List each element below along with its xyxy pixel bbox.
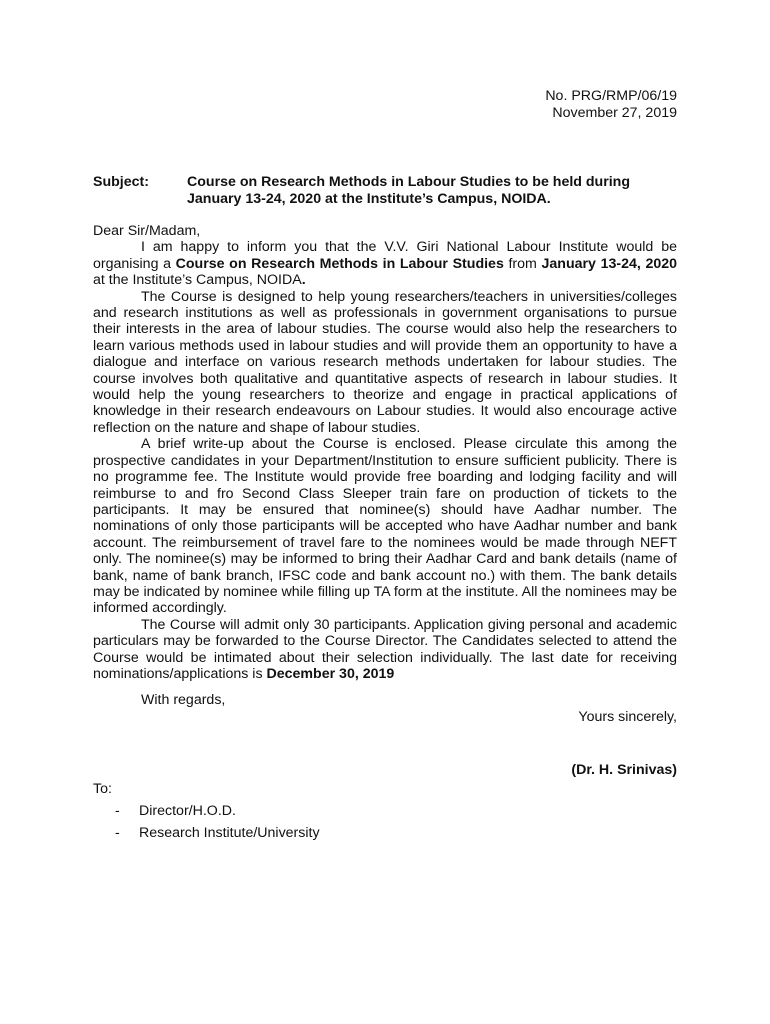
subject-label: Subject: xyxy=(93,174,149,190)
recipient-name: Research Institute/University xyxy=(139,825,320,842)
recipient-list xyxy=(93,803,677,842)
para4-text: The Course will admit only 30 participants. Application giving personal and academic particulars may be forwarded to the Course Director. The Candidates selected to attend the Course would be intimated about their selection individually. The last date for receiving nominations/applications is xyxy=(93,616,677,682)
signatory-name: (Dr. H. Srinivas) xyxy=(571,762,677,779)
course-name: Course on Research Methods in Labour Studies xyxy=(175,255,504,272)
subject-text: Course on Research Methods in Labour Studies to be held during January 13-24, 2020 at the Institute’s Campus, NOIDA. xyxy=(187,174,631,207)
para1-text-e: at the Institute’s Campus, NOIDA xyxy=(93,272,302,289)
recipient-name: Director/H.O.D. xyxy=(139,803,236,819)
paragraph-course-design: The Course is designed to help young researchers/teachers in universities/colleges and research institutions as well as professionals in government organisations to pursue their interests in the area of labour studies. The course would also help the researchers to learn various methods used in labour studies and will provide them an opportunity to have a dialogue and interface on various research methods undertaken for labour studies. The course involves both qualitative and quantitative aspects of research in labour studies. It would help the young researchers to theorize and engage in practical applications of knowledge in their research endeavours on Labour studies. It would also encourage active reflection on the nature and shape of labour studies. xyxy=(93,288,677,436)
letter xyxy=(93,88,677,848)
list-item xyxy=(93,803,677,819)
letter-header xyxy=(93,88,677,122)
salutation: Dear Sir/Madam, xyxy=(93,223,201,239)
letter-date: November 27, 2019 xyxy=(552,105,677,121)
deadline-date: December 30, 2019 xyxy=(266,665,395,682)
course-dates: January 13-24, 2020 xyxy=(541,255,678,272)
closing-sincerely: Yours sincerely, xyxy=(578,708,677,725)
subject-line xyxy=(93,174,677,208)
para1-text-a: I am happy to inform you that the V.V. Giri National Labour Institute would be organising a xyxy=(93,239,677,272)
list-dash: - xyxy=(115,825,120,842)
closing-regards: With regards, xyxy=(141,692,226,709)
para1-period: . xyxy=(301,272,306,289)
paragraph-admission xyxy=(93,617,677,683)
paragraph-intro xyxy=(93,239,677,288)
list-dash: - xyxy=(115,803,120,819)
list-item xyxy=(93,825,677,841)
reference-number: No. PRG/RMP/06/19 xyxy=(545,88,677,104)
to-label: To: xyxy=(93,780,112,797)
para1-text-c: from xyxy=(503,255,542,272)
paragraph-logistics: A brief write-up about the Course is enclosed. Please circulate this among the prospective candidates in your Department/Institution to ensure sufficient publicity. There is no programme fee. The Institute would provide free boarding and lodging facility and will reimburse to and fro Second Class Sleeper train fare on production of tickets to the participants. It may be ensured that nominee(s) should have Aadhar number. The nominations of only those participants will be accepted who have Aadhar number and bank account. The reimbursement of travel fare to the nominees would be made through NEFT only. The nominee(s) may be informed to bring their Aadhar Card and bank details (name of bank, name of bank branch, IFSC code and bank account no.) with them. The bank details may be indicated by nominee while filling up TA form at the institute. All the nominees may be informed accordingly. xyxy=(93,436,677,617)
